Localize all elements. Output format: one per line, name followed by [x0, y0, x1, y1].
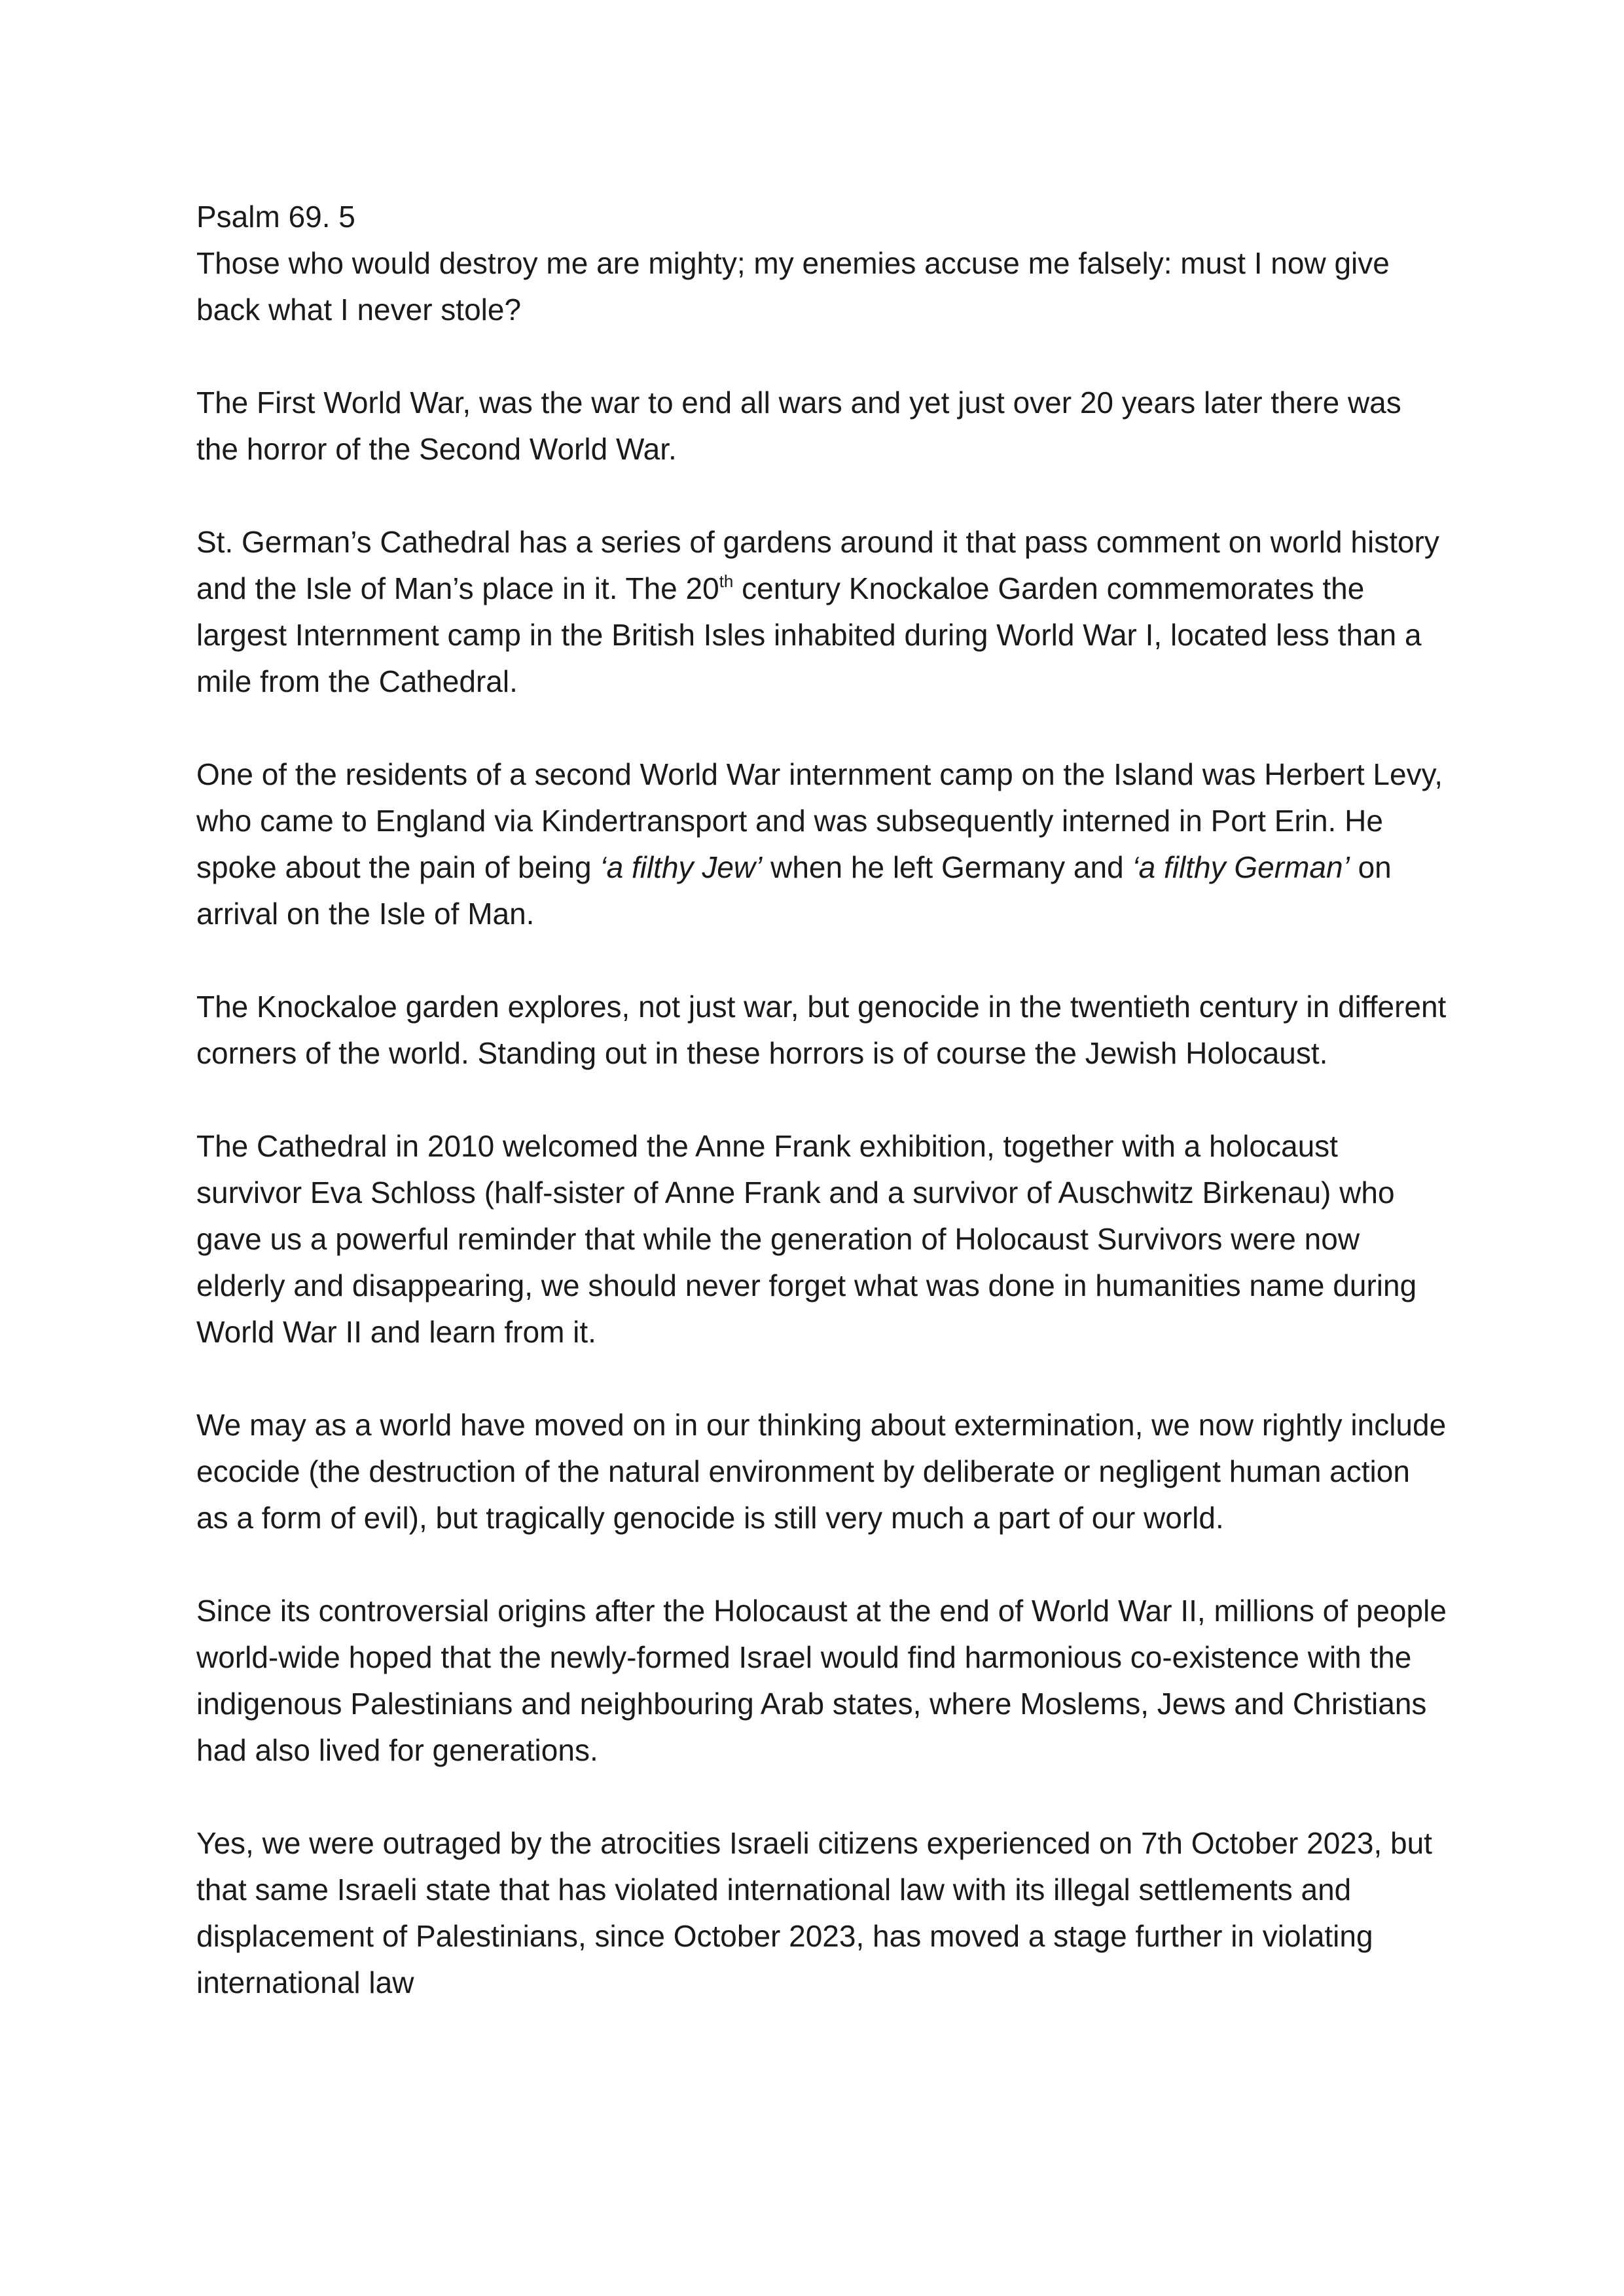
paragraph-cathedral-gardens-text-a: St. German’s Cathedral has a series of gardens around it that pass comment on world history and the Isle of Man’s place in it. The 20 [196, 525, 1439, 605]
paragraph-herbert-levy-text-c: on arrival on the Isle of Man. [196, 850, 1392, 931]
quote-filthy-jew: ‘a filthy Jew’ [600, 850, 763, 884]
paragraph-herbert-levy-text-b: when he left Germany and [762, 850, 1132, 884]
paragraph-anne-frank-exhibition: The Cathedral in 2010 welcomed the Anne Frank exhibition, together with a holocaust survivor Eva Schloss (half-sister of Anne Frank and a survivor of Auschwitz Birkenau) who gave us a powerful reminder that while the generation of Holocaust Survivors were now elderly and disappearing, we should never forget what was done in humanities name during World War II and learn from it. [196, 1129, 1417, 1349]
paragraph-herbert-levy-text-a: One of the residents of a second World War internment camp on the Island was Herbert Levy, who came to England via Kindertransport and was subsequently interned in Port Erin. He spoke about the pain of being [196, 757, 1443, 884]
paragraph-ecocide: We may as a world have moved on in our thinking about extermination, we now rightly include ecocide (the destruction of the natural environment by deliberate or negligent human action as a form of evil), but tragically genocide is still very much a part of our world. [196, 1408, 1447, 1535]
paragraph-knockaloe-garden: The Knockaloe garden explores, not just war, but genocide in the twentieth century in different corners of the world. Standing out in these horrors is of course the Jewish Holocaust. [196, 990, 1447, 1070]
quote-filthy-german: ‘a filthy German’ [1132, 850, 1350, 884]
scripture-reference: Psalm 69. 5 [196, 200, 355, 234]
document-body [196, 194, 1447, 2053]
scripture-verse: Those who would destroy me are mighty; my enemies accuse me falsely: must I now give back what I never stole? [196, 246, 1390, 327]
ordinal-superscript: th [719, 571, 734, 591]
paragraph-israel-origins: Since its controversial origins after the Holocaust at the end of World War II, millions of people world-wide hoped that the newly-formed Israel would find harmonious co-existence with the indigenous Palestinians and neighbouring Arab states, where Moslems, Jews and Christians had also lived for generations. [196, 1594, 1447, 1767]
paragraph-herbert-levy [196, 751, 1447, 937]
paragraph-october-2023: Yes, we were outraged by the atrocities Israeli citizens experienced on 7th October 2023, but that same Israeli state that has violated international law with its illegal settlements and displacement of Palestinians, since October 2023, has moved a stage further in violating international law [196, 1826, 1432, 2000]
paragraph-first-world-war: The First World War, was the war to end all wars and yet just over 20 years later there was the horror of the Second World War. [196, 386, 1401, 466]
paragraph-cathedral-gardens-text-b: century Knockaloe Garden commemorates the largest Internment camp in the British Isles inhabited during World War I, located less than a mile from the Cathedral. [196, 571, 1422, 698]
scripture-block [196, 194, 1447, 333]
paragraph-cathedral-gardens [196, 519, 1447, 705]
